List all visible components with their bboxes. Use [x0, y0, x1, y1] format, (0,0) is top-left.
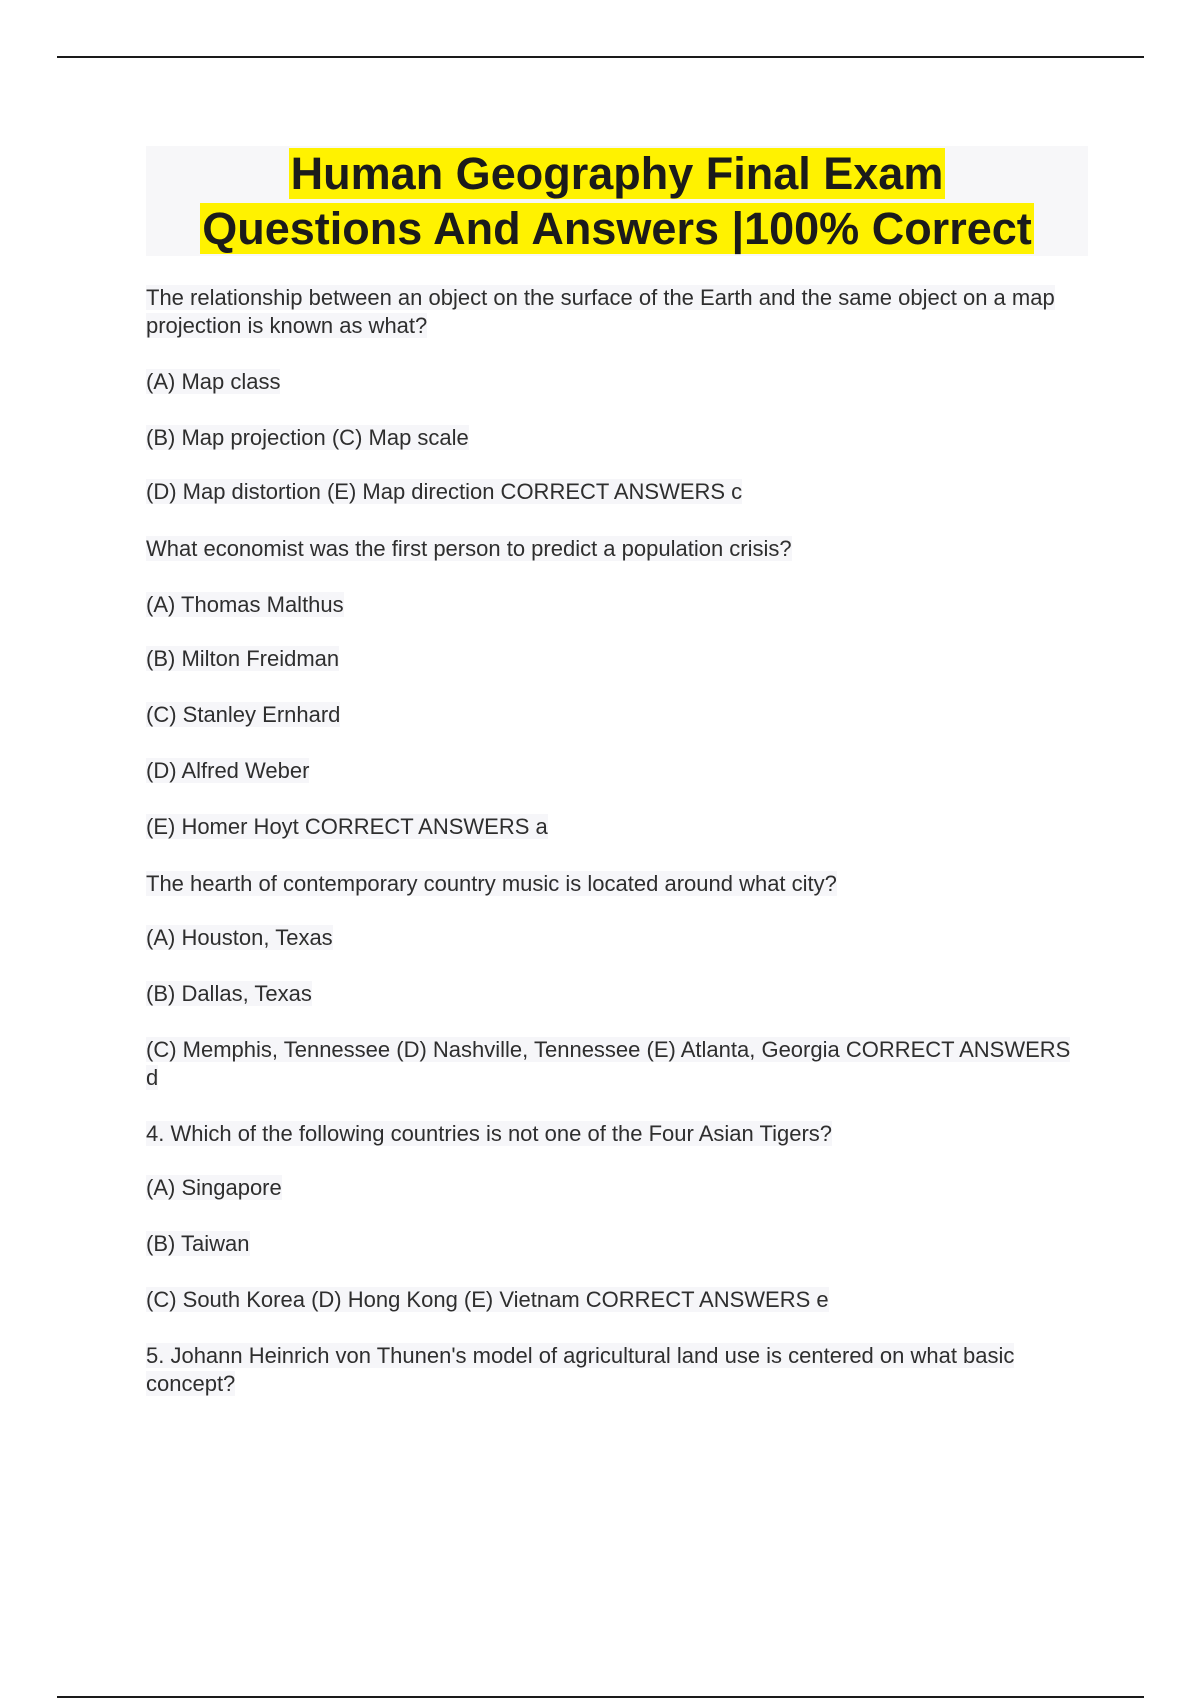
question-2-option-b: (B) Milton Freidman: [146, 646, 340, 671]
question-2-option-c: (C) Stanley Ernhard: [146, 702, 341, 727]
question-5-text: 5. Johann Heinrich von Thunen's model of agricultural land use is centered on what basic concept?: [146, 1343, 1015, 1396]
question-2-option-e-answer: (E) Homer Hoyt CORRECT ANSWERS a: [146, 814, 548, 839]
question-3-text: The hearth of contemporary country music is located around what city?: [146, 871, 837, 896]
title-line-2: Questions And Answers |100% Correct: [202, 203, 1032, 254]
question-3-options-c-e-answer: (C) Memphis, Tennessee (D) Nashville, Tennessee (E) Atlanta, Georgia CORRECT ANSWERS d: [146, 1037, 1071, 1090]
footer-rule: [57, 1696, 1144, 1698]
question-4-options-c-e-answer: (C) South Korea (D) Hong Kong (E) Vietnam CORRECT ANSWERS e: [146, 1287, 829, 1312]
question-1-options-b-c: (B) Map projection (C) Map scale: [146, 425, 469, 450]
question-3-option-b: (B) Dallas, Texas: [146, 981, 312, 1006]
question-4-option-b: (B) Taiwan: [146, 1231, 250, 1256]
question-1-text: The relationship between an object on the surface of the Earth and the same object on a map projection is known as what?: [146, 285, 1055, 338]
question-2-option-a: (A) Thomas Malthus: [146, 592, 344, 617]
question-2-text: What economist was the first person to predict a population crisis?: [146, 536, 792, 561]
question-1-options-d-e-answer: (D) Map distortion (E) Map direction CORRECT ANSWERS c: [146, 479, 743, 504]
title-line-1: Human Geography Final Exam: [290, 148, 944, 199]
question-4-option-a: (A) Singapore: [146, 1175, 282, 1200]
question-2-option-d: (D) Alfred Weber: [146, 758, 310, 783]
question-1-option-a: (A) Map class: [146, 369, 281, 394]
header-rule: [57, 56, 1144, 58]
document-title: [146, 146, 1088, 256]
question-4-text: 4. Which of the following countries is not one of the Four Asian Tigers?: [146, 1121, 833, 1146]
question-3-option-a: (A) Houston, Texas: [146, 925, 333, 950]
